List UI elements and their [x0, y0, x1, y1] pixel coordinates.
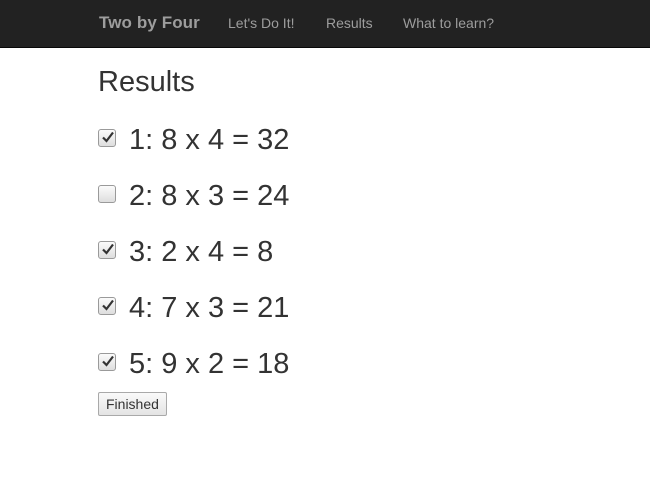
result-item	[98, 344, 498, 384]
brand-link[interactable]: Two by Four	[99, 13, 200, 32]
result-item	[98, 176, 498, 216]
result-text: 4: 7 x 3 = 21	[129, 292, 290, 324]
result-text: 3: 2 x 4 = 8	[129, 236, 274, 268]
result-checkbox[interactable]	[98, 297, 116, 315]
result-checkbox[interactable]	[98, 353, 116, 371]
page-title: Results	[98, 66, 195, 98]
result-item	[98, 232, 498, 272]
navbar	[0, 0, 650, 48]
result-item	[98, 288, 498, 328]
checkmark-icon	[101, 354, 115, 368]
result-checkbox[interactable]	[98, 241, 116, 259]
result-item	[98, 120, 498, 160]
result-text: 2: 8 x 3 = 24	[129, 180, 290, 212]
result-checkbox[interactable]	[98, 185, 116, 203]
result-text: 5: 9 x 2 = 18	[129, 348, 290, 380]
finished-button[interactable]: Finished	[98, 392, 167, 416]
nav-link-lets-do-it[interactable]: Let's Do It!	[228, 15, 295, 31]
result-text: 1: 8 x 4 = 32	[129, 124, 290, 156]
checkmark-icon	[101, 242, 115, 256]
checkmark-icon	[101, 298, 115, 312]
nav-link-results[interactable]: Results	[326, 15, 373, 31]
checkmark-icon	[101, 130, 115, 144]
result-checkbox[interactable]	[98, 129, 116, 147]
nav-link-what-to-learn[interactable]: What to learn?	[403, 15, 495, 31]
